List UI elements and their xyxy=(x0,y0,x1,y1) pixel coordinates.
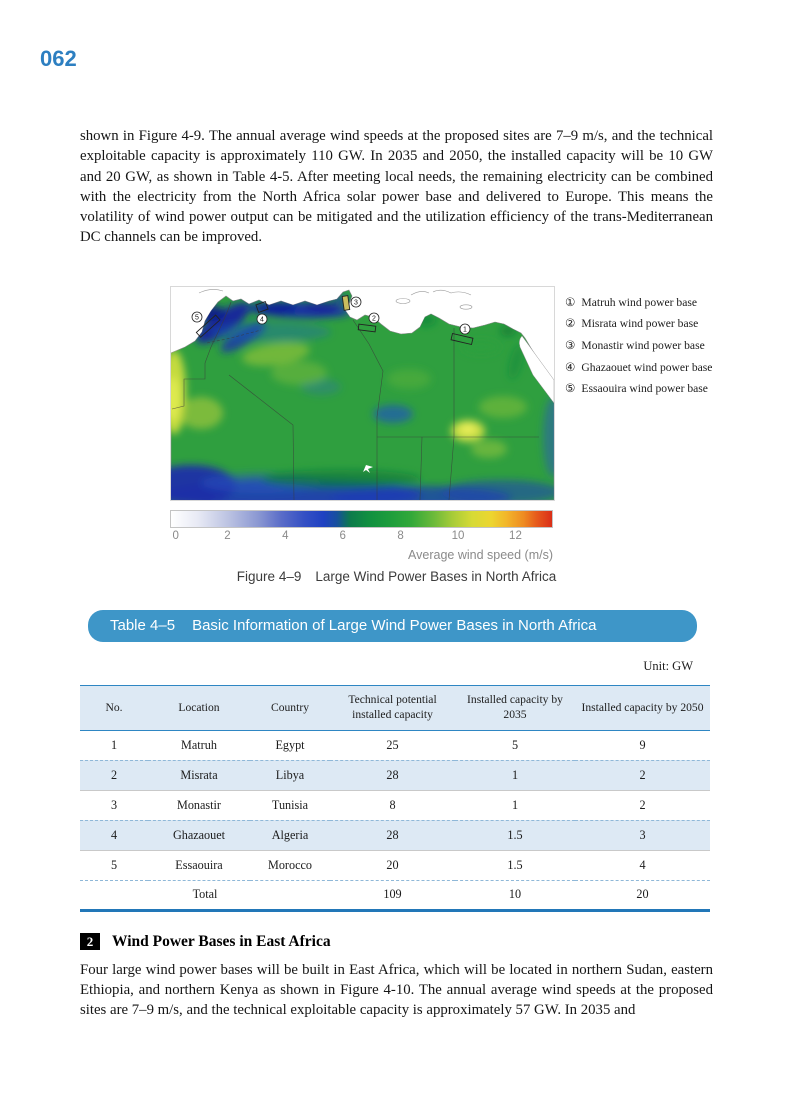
legend-item-monastir xyxy=(565,335,712,357)
colorbar-tick-12: 12 xyxy=(509,529,522,542)
colorbar-axis-label: Average wind speed (m/s) xyxy=(408,547,553,562)
cell-potential: 28 xyxy=(330,760,455,790)
cell-no: 2 xyxy=(80,760,148,790)
cell-2035: 1 xyxy=(455,790,575,820)
figure-4-9-block xyxy=(80,286,713,584)
map-marker-3-label: 3 xyxy=(354,299,358,307)
cell-2050: 3 xyxy=(575,820,710,850)
colorbar-tick-8: 8 xyxy=(397,529,404,542)
cell-location: Misrata xyxy=(148,760,250,790)
cell-total-2050: 20 xyxy=(575,880,710,910)
cell-no: 1 xyxy=(110,737,118,752)
body-paragraph-east-africa: Four large wind power bases will be built in East Africa, which will be located in northern Sudan, eastern Ethiopia, and northern Kenya as shown in Figure 4-10. The annual average wind speeds at the proposed sites are 7–9 m/s, and the technical exploitable capacity is approximately 57 GW. In 2035 and xyxy=(80,961,713,1019)
legend-item-ghazaouet xyxy=(565,357,712,379)
column-header-2050: Installed capacity by 2050 xyxy=(575,685,710,730)
table-row-monastir xyxy=(80,790,710,820)
legend-label-2: Misrata wind power base xyxy=(581,317,699,331)
cell-total-label: Total xyxy=(80,880,330,910)
table-total-row xyxy=(80,880,710,910)
cell-no: 5 xyxy=(80,850,148,880)
cell-no: 4 xyxy=(80,820,148,850)
cell-country: Morocco xyxy=(250,850,330,880)
map-legend xyxy=(555,292,712,400)
table-header-row xyxy=(80,685,710,730)
page-number: 062 xyxy=(40,46,77,71)
legend-item-matruh xyxy=(565,292,712,314)
body-paragraph-north-africa: shown in Figure 4-9. The annual average wind speeds at the proposed sites are 7–9 m/s, and the technical exploitable capacity is approximately 110 GW. In 2035 and 2050, the installed capacity will be 10 GW and 20 GW, as shown in Table 4-5. After meeting local needs, the remaining electricity can be combined with the electricity from the North Africa solar power base and delivered to Europe. This means the volatility of wind power output can be mitigated and the utilization efficiency of the trans-Mediterranean DC channels can be improved. xyxy=(80,128,713,246)
cell-location: Essaouira xyxy=(148,850,250,880)
wind-speed-colorbar xyxy=(170,510,553,528)
section-number-badge: 2 xyxy=(80,933,100,950)
cell-country: Egypt xyxy=(275,737,305,752)
table-banner-number: Table 4–5 xyxy=(110,617,176,635)
figure-caption-title: Large Wind Power Bases in North Africa xyxy=(315,568,557,584)
cell-2035: 1.5 xyxy=(455,820,575,850)
legend-label-4: Ghazaouet wind power base xyxy=(581,360,713,374)
cell-potential: 20 xyxy=(330,850,455,880)
cell-total-2035: 10 xyxy=(455,880,575,910)
cell-country: Algeria xyxy=(250,820,330,850)
legend-symbol-5: ⑤ xyxy=(565,382,576,396)
colorbar-tick-0: 0 xyxy=(172,529,179,542)
map-marker-4-label: 4 xyxy=(260,316,264,324)
column-header-potential: Technical potential installed capacity xyxy=(330,685,455,730)
legend-item-misrata xyxy=(565,313,712,335)
table-banner-title: Basic Information of Large Wind Power Bases in North Africa xyxy=(192,617,597,635)
colorbar-tick-6: 6 xyxy=(339,529,346,542)
map-marker-2-label: 2 xyxy=(372,315,376,323)
cell-total-potential: 109 xyxy=(330,880,455,910)
legend-symbol-2: ② xyxy=(565,317,576,331)
colorbar-ticks xyxy=(170,530,553,545)
legend-label-1: Matruh wind power base xyxy=(581,295,697,309)
section-heading-east-africa xyxy=(80,933,713,951)
wind-speed-map xyxy=(170,286,555,501)
cell-location: Ghazaouet xyxy=(148,820,250,850)
colorbar-tick-2: 2 xyxy=(224,529,231,542)
column-header-no: No. xyxy=(80,685,148,730)
cell-2050: 2 xyxy=(575,790,710,820)
column-header-country: Country xyxy=(250,685,330,730)
cell-country: Libya xyxy=(250,760,330,790)
figure-caption xyxy=(80,569,713,584)
map-marker-1-label: 1 xyxy=(463,326,467,334)
colorbar-block xyxy=(170,510,553,562)
colorbar-tick-10: 10 xyxy=(451,529,465,542)
table-row-matruh xyxy=(80,730,710,760)
legend-symbol-1: ① xyxy=(565,295,576,309)
legend-label-3: Monastir wind power base xyxy=(581,338,705,352)
page-content xyxy=(80,0,713,1021)
cell-no: 3 xyxy=(80,790,148,820)
legend-symbol-3: ③ xyxy=(565,338,576,352)
legend-symbol-4: ④ xyxy=(565,360,576,374)
cell-potential: 25 xyxy=(386,737,399,752)
map-marker-5-label: 5 xyxy=(195,314,199,322)
cell-potential: 28 xyxy=(330,820,455,850)
column-header-2035: Installed capacity by 2035 xyxy=(455,685,575,730)
cell-2035: 1.5 xyxy=(455,850,575,880)
table-row-ghazaouet xyxy=(80,820,710,850)
section-title: Wind Power Bases in East Africa xyxy=(112,932,331,950)
table-row-essaouira xyxy=(80,850,710,880)
legend-label-5: Essaouira wind power base xyxy=(581,382,708,396)
unit-note: Unit: GW xyxy=(643,658,693,673)
cell-2035: 1 xyxy=(455,760,575,790)
cell-2050: 4 xyxy=(575,850,710,880)
cell-location: Monastir xyxy=(148,790,250,820)
column-header-location: Location xyxy=(148,685,250,730)
cell-2050: 9 xyxy=(639,737,646,752)
table-banner xyxy=(88,610,697,642)
colorbar-tick-4: 4 xyxy=(282,529,289,542)
cell-2050: 2 xyxy=(575,760,710,790)
cell-location: Matruh xyxy=(181,737,217,752)
cell-country: Tunisia xyxy=(250,790,330,820)
wind-power-bases-table xyxy=(80,685,710,912)
cell-potential: 8 xyxy=(330,790,455,820)
north-africa-wind-map xyxy=(171,287,554,500)
legend-item-essaouira xyxy=(565,378,712,400)
figure-caption-number: Figure 4–9 xyxy=(236,568,302,584)
cell-2035: 5 xyxy=(511,737,519,752)
table-row-misrata xyxy=(80,760,710,790)
